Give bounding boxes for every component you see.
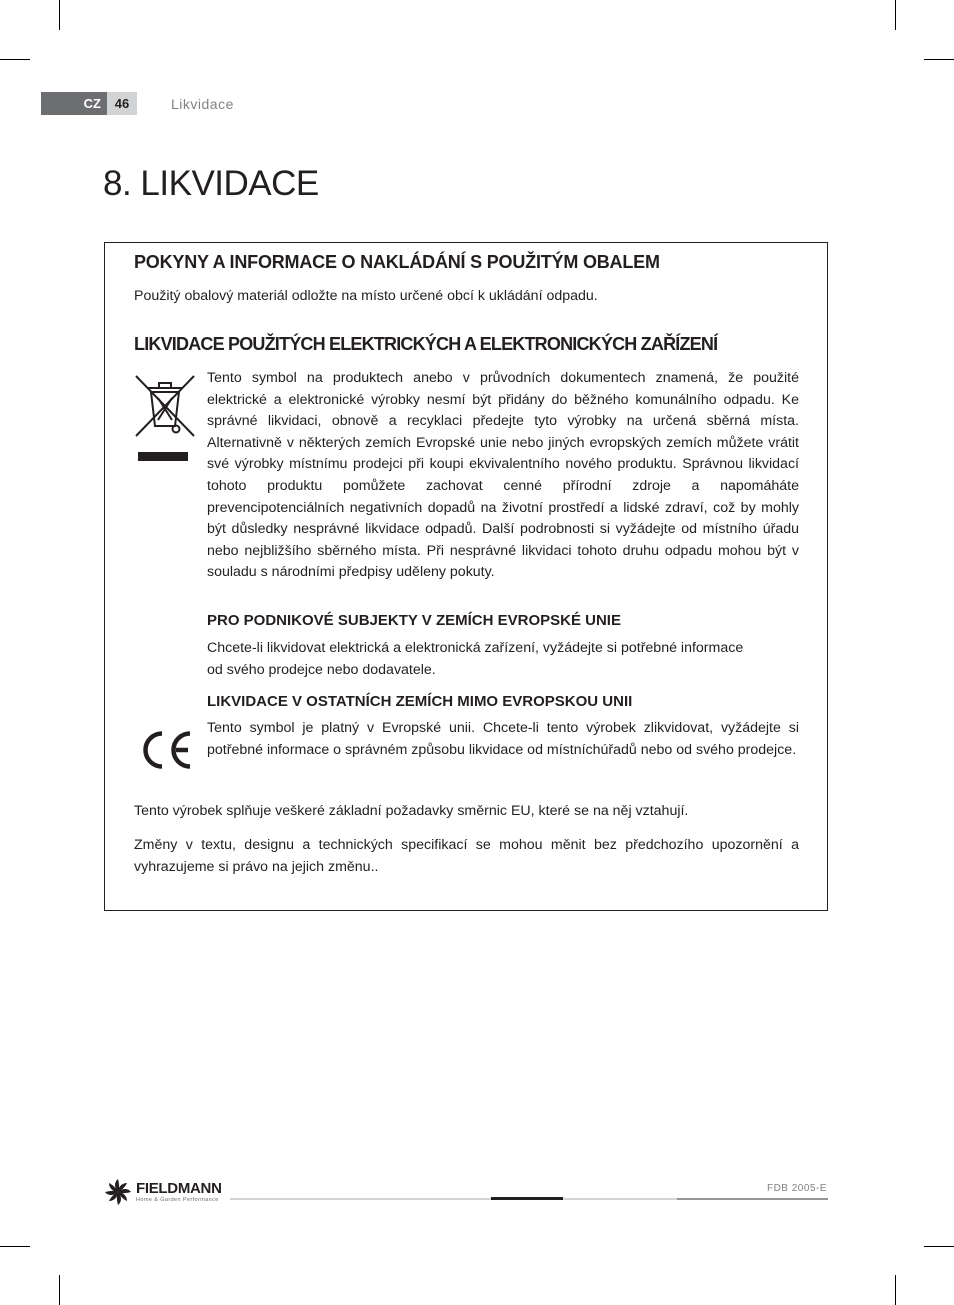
footer-rule-accent — [491, 1197, 563, 1200]
brand-name: FIELDMANN — [136, 1179, 222, 1197]
disposal-info-box — [104, 242, 828, 911]
eu-business-line-2: od svého prodejce nebo dodavatele. — [207, 662, 436, 678]
crop-mark — [924, 1246, 954, 1247]
packaging-text: Použitý obalový materiál odložte na místo určené obcí k ukládání odpadu. — [134, 288, 598, 304]
compliance-text: Tento výrobek splňuje veškeré základní požadavky směrnic EU, které se na něj vztahují. — [134, 803, 689, 819]
crop-mark — [0, 1246, 30, 1247]
section-name: Likvidace — [171, 95, 234, 112]
ce-mark-icon — [138, 730, 194, 770]
crop-mark — [895, 1275, 896, 1305]
non-eu-text: Tento symbol je platný v Evropské unii. Chcete-li tento výrobek zlikvidovat, vyžádejte si potřebné informace o správném způsobu likvidace od místníchúřadů nebo od svého prodejce. — [207, 720, 799, 758]
changes-text: Změny v textu, designu a technických specifikací se mohou měnit bez předchozího upozornění a vyhrazujeme si právo na jejich změnu.. — [134, 837, 799, 875]
crop-mark — [0, 59, 30, 60]
crop-mark — [895, 0, 896, 30]
weee-heading: LIKVIDACE POUŽITÝCH ELEKTRICKÝCH A ELEKTRONICKÝCH ZAŘÍZENÍ — [134, 334, 718, 354]
non-eu-heading: LIKVIDACE V OSTATNÍCH ZEMÍCH MIMO EVROPSKOU UNII — [207, 693, 633, 710]
crop-mark — [59, 0, 60, 30]
brand-logo — [104, 1178, 222, 1206]
packaging-heading: POKYNY A INFORMACE O NAKLÁDÁNÍ S POUŽITÝM OBALEM — [134, 252, 660, 272]
crossed-bin-icon — [134, 374, 196, 464]
fieldmann-logo-icon — [104, 1178, 132, 1206]
model-number: FDB 2005-E — [766, 1183, 827, 1194]
footer-rule-accent — [677, 1198, 828, 1200]
language-tab: CZ — [41, 92, 107, 115]
eu-business-line-1: Chcete-li likvidovat elektrická a elektronická zařízení, vyžádejte si potřebné informace — [207, 640, 744, 656]
page-number: 46 — [107, 92, 137, 115]
eu-business-heading: PRO PODNIKOVÉ SUBJEKTY V ZEMÍCH EVROPSKÉ UNIE — [207, 612, 621, 629]
page-header — [41, 92, 234, 115]
page-title: 8. LIKVIDACE — [103, 164, 319, 203]
weee-text: Tento symbol na produktech anebo v průvodních dokumentech znamená, že použité elektrické a elektronické výrobky nesmí být přidány do běžného komunálního odpadu. Ke správné likvidaci, obnově a recyklaci předejte tyto výrobky na určená sběrná místa. Alternativně v některých zemích Evropské unie nebo jiných evropských zemích můžete vrátit své výrobky místnímu prodejci při koupi ekvivalentního nového produktu. Správnou likvidací tohoto produktu pomůžete zachovat cenné přírodní zdroje a napomáháte prevencipotenciálních negativních dopadů na životní prostředí a lidské zdraví, což by mohly být důsledky nesprávné likvidace odpadů. Další podrobnosti si vyžádejte od místního úřadu nebo nejbližšího sběrného místa. Při nesprávné likvidaci tohoto druhu odpadu mohou být v souladu s národními předpisy uděleny pokuty. — [207, 370, 799, 581]
brand-tagline: Home & Garden Performance — [136, 1196, 219, 1203]
crop-mark — [924, 59, 954, 60]
crop-mark — [59, 1275, 60, 1305]
